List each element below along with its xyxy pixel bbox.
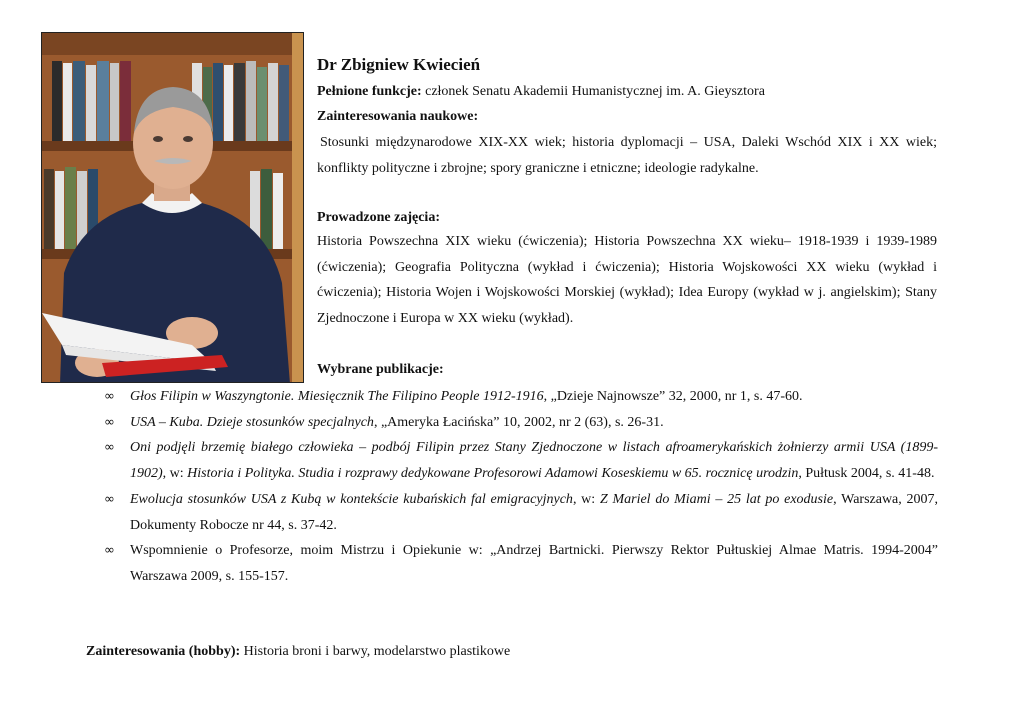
publications-label: Wybrane publikacje: [317,362,444,377]
interests-text: Stosunki międzynarodowe XIX-XX wiek; historia dyplomacji – USA, Daleki Wschód XIX i XX wiek; konflikty polityczne i zbrojne; spory graniczne i etniczne; ideologie radykalne. [317,135,937,176]
infinity-bullet-icon: ∞ [104,543,115,559]
publication-item [104,487,938,538]
publication-book-title: Z Mariel do Miami – 25 lat po exodusie [599,491,834,507]
publication-item [104,410,938,436]
functions-line [317,83,765,101]
publications-list [104,384,938,590]
functions-value: członek Senatu Akademii Humanistycznej im. A. Gieysztora [425,84,765,99]
publication-item [104,538,938,589]
publication-title: Oni podjęli brzemię białego człowieka – podbój Filipin przez Stany Zjednoczone w listach afroamerykańskich żołnierzy armii USA (1899-1902) [130,440,938,482]
publication-source: , Pułtusk 2004, s. 41-48. [798,466,935,482]
publication-title: USA – Kuba. Dzieje stosunków specjalnych [130,414,374,430]
portrait-photo [41,32,304,383]
infinity-bullet-icon: ∞ [104,440,115,456]
publication-text: Wspomnienie o Profesorze, moim Mistrzu i Opiekunie w: „Andrzej Bartnicki. Pierwszy Rektor Pułtuskiej Almae Matris. 1994-2004” Warszawa 2009, s. 155-157. [130,543,938,584]
classes-label: Prowadzone zajęcia: [317,210,440,225]
publication-connector: , w: [162,466,188,482]
publication-item [104,435,938,486]
publication-title: Ewolucja stosunków USA z Kubą w kontekście kubańskich fal emigracyjnych [130,491,573,507]
interests-label: Zainteresowania naukowe: [317,109,479,124]
functions-label: Pełnione funkcje: [317,84,422,99]
person-name: Dr Zbigniew Kwiecień [317,55,481,74]
publication-source: , „Dzieje Najnowsze” 32, 2000, nr 1, s. 47-60. [543,389,803,404]
publication-source: , „Ameryka Łacińska” 10, 2002, nr 2 (63), s. 26-31. [373,414,664,430]
infinity-bullet-icon: ∞ [104,491,115,507]
portrait-illustration [42,33,304,383]
infinity-bullet-icon: ∞ [104,389,115,404]
infinity-bullet-icon: ∞ [104,414,115,430]
hobby-value: Historia broni i barwy, modelarstwo plastikowe [243,644,511,659]
publication-book-title: Historia i Polityka. Studia i rozprawy dedykowane Profesorowi Adamowi Koseskiemu w 65. rocznicę urodzin [187,466,799,482]
hobby-line [86,643,510,661]
publication-item [104,384,938,410]
publication-connector: , w: [572,491,600,507]
hobby-label: Zainteresowania (hobby): [86,644,241,659]
publication-title: Głos Filipin w Waszyngtonie. Miesięcznik The Filipino People 1912-1916 [130,389,544,404]
classes-text: Historia Powszechna XIX wieku (ćwiczenia); Historia Powszechna XX wieku– 1918-1939 i 1939-1989 (ćwiczenia); Geografia Polityczna (wykład i ćwiczenia); Historia Wojskowości XX wieku (wykład i ćwiczenia); Historia Wojen i Wojskowości Morskiej (wykład); Idea Europy (wykład w j. angielskim); Stany Zjednoczone i Europa w XX wieku (wykład). [317,234,937,327]
publication-source: , Warszawa, 2007, Dokumenty Robocze nr 44, s. 37-42. [130,491,939,533]
